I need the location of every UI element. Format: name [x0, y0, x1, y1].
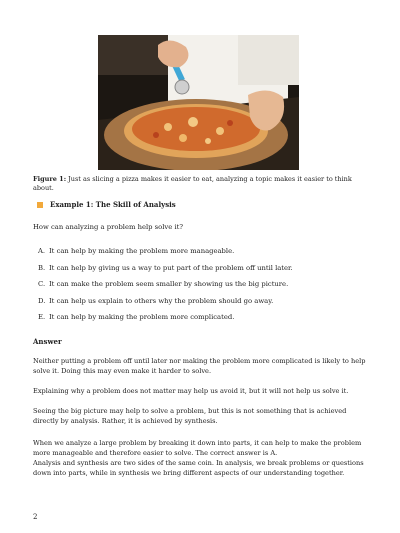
option-letter: A.	[38, 247, 46, 255]
answer-options	[38, 247, 293, 330]
option-letter: C.	[38, 280, 46, 288]
answer-heading: Answer	[33, 337, 62, 346]
figure-text: Just as slicing a pizza makes it easier to eat, analyzing a topic makes it easier to think about.	[33, 175, 352, 192]
option-text: It can help by giving us a way to put part of the problem off until later.	[49, 263, 293, 272]
option-b	[38, 264, 293, 281]
option-d	[38, 297, 293, 314]
option-a	[38, 247, 293, 264]
example-heading	[37, 200, 176, 209]
answer-paragraph: Neither putting a problem off until later nor making the problem more complicated is likely to help solve it. Doing this may even make it harder to solve.	[33, 357, 366, 375]
answer-paragraph: Explaining why a problem does not matter may help us avoid it, but it will not help us solve it.	[33, 387, 349, 395]
example-title: Example 1: The Skill of Analysis	[50, 200, 176, 209]
pizza-photo	[98, 35, 299, 170]
figure-label: Figure 1:	[33, 175, 67, 183]
option-text: It can help by making the problem more manageable.	[49, 247, 235, 255]
answer-paragraph: Analysis and synthesis are two sides of the same coin. In analysis, we break problems or questions down into parts, while in synthesis we bring different aspects of our understanding together.	[33, 459, 364, 477]
question-text: How can analyzing a problem help solve it?	[33, 223, 184, 231]
answer-paragraph: When we analyze a large problem by breaking it down into parts, it can help to make the problem more manageable and therefore easier to solve. The correct answer is A.	[33, 439, 362, 457]
option-text: It can help us explain to others why the problem should go away.	[49, 296, 274, 305]
answer-paragraph: Seeing the big picture may help to solve a problem, but this is not something that is achieved directly by analysis. Rather, it is achieved by synthesis.	[33, 407, 347, 425]
figure-caption	[33, 175, 373, 193]
option-c	[38, 280, 293, 297]
option-e	[38, 313, 293, 330]
bullet-square-icon	[37, 202, 43, 208]
option-letter: B.	[38, 263, 46, 272]
option-text: It can help by making the problem more complicated.	[49, 313, 235, 321]
option-letter: E.	[38, 313, 46, 321]
page-number: 2	[33, 513, 38, 521]
option-text: It can make the problem seem smaller by showing us the big picture.	[49, 280, 289, 288]
option-letter: D.	[38, 296, 46, 305]
